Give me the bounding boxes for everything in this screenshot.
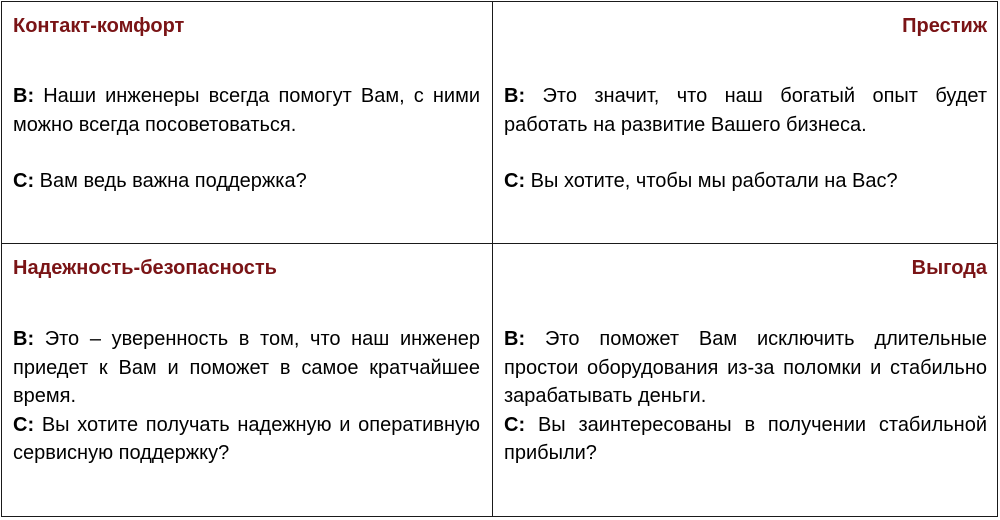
cell-title: Контакт-комфорт: [13, 15, 185, 37]
b-text: Это – уверенность в том, что наш инженер приедет к Вам и поможет в самое кратчайшее время.: [13, 328, 480, 407]
cell-body: [13, 325, 480, 468]
spacer: [13, 139, 480, 167]
c-question: [504, 411, 987, 468]
cell-contact-comfort: [2, 2, 493, 244]
cell-prestige: [493, 2, 997, 244]
c-text: Вы хотите, чтобы мы работали на Вас?: [530, 170, 898, 192]
c-question: [13, 167, 480, 196]
b-statement: [13, 82, 480, 139]
c-label: С:: [504, 170, 526, 192]
c-label: С:: [13, 170, 35, 192]
b-statement: [504, 82, 987, 139]
b-statement: [504, 325, 987, 411]
c-question: [504, 167, 987, 196]
cell-body: [13, 82, 480, 196]
c-label: С:: [13, 413, 35, 436]
c-text: Вы хотите получать надежную и оперативную сервисную поддержку?: [13, 413, 481, 464]
cell-body: [504, 325, 987, 468]
b-text: Наши инженеры всегда помогут Вам, с ними можно всегда посоветоваться.: [13, 85, 480, 136]
c-text: Вам ведь важна поддержка?: [39, 170, 307, 192]
b-statement: [13, 325, 480, 411]
cell-title: Выгода: [911, 257, 987, 279]
benefits-table: [1, 1, 998, 517]
b-label: В:: [504, 85, 526, 107]
cell-title: Надежность-безопасность: [13, 257, 277, 279]
c-question: [13, 411, 480, 468]
cell-title: Престиж: [902, 15, 987, 37]
b-text: Это значит, что наш богатый опыт будет работать на развитие Вашего бизнеса.: [504, 85, 987, 136]
cell-reliability-safety: [2, 244, 493, 516]
cell-benefit: [493, 244, 997, 516]
b-text: Это поможет Вам исключить длительные простои оборудования из-за поломки и стабильно зарабатывать деньги.: [504, 328, 988, 407]
c-label: С:: [504, 413, 526, 436]
b-label: В:: [13, 85, 35, 107]
spacer: [504, 139, 987, 167]
cell-body: [504, 82, 987, 196]
b-label: В:: [504, 328, 526, 350]
c-text: Вы заинтересованы в получении стабильной прибыли?: [504, 413, 987, 464]
b-label: В:: [13, 328, 35, 350]
